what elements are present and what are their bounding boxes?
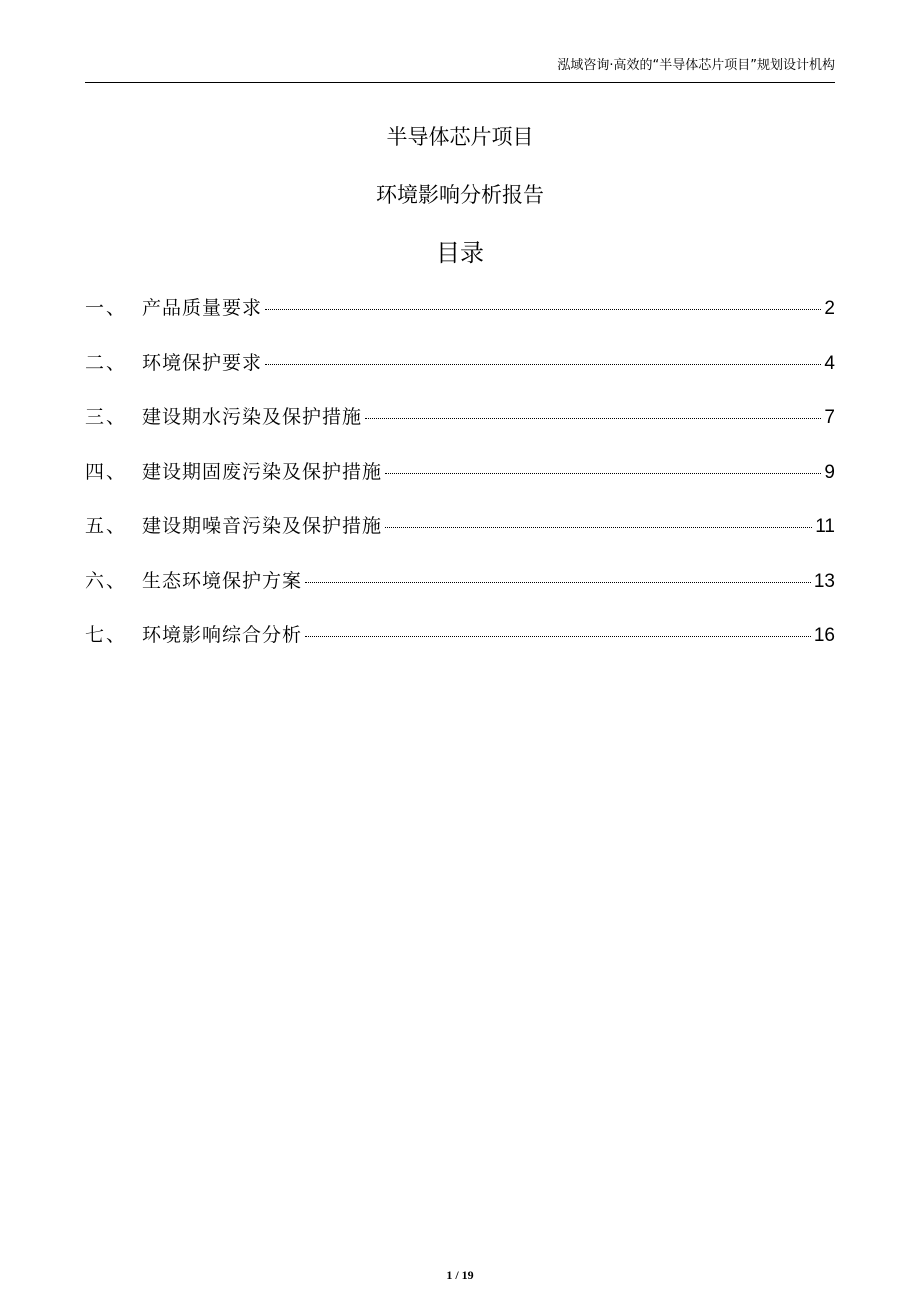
toc-dot-leader (305, 636, 811, 637)
toc-dot-leader (385, 473, 821, 474)
toc-entry-title: 建设期噪音污染及保护措施 (142, 515, 383, 537)
toc-entry-page: 4 (824, 352, 835, 374)
toc-entry-4[interactable] (85, 458, 835, 513)
toc-entry-title: 环境保护要求 (142, 351, 263, 374)
toc-entry-page: 2 (824, 298, 835, 319)
document-title: 半导体芯片项目 (386, 125, 534, 149)
document-subtitle: 环境影响分析报告 (376, 183, 544, 207)
toc-entry-6[interactable] (85, 567, 835, 622)
toc-entry-title: 建设期水污染及保护措施 (142, 406, 363, 428)
header-divider (85, 82, 835, 83)
toc-entry-page: 7 (824, 407, 835, 428)
toc-entry-page: 13 (813, 570, 835, 592)
toc-entry-title: 产品质量要求 (142, 297, 263, 319)
toc-entry-number: 四、 (85, 460, 128, 483)
page-number: 1 / 19 (446, 1268, 474, 1282)
toc-entry-number: 一、 (85, 297, 128, 319)
toc-entry-number: 五、 (85, 515, 128, 537)
toc-entry-1[interactable] (85, 294, 835, 349)
toc-dot-leader (265, 364, 821, 365)
toc-dot-leader (385, 527, 812, 528)
toc-heading: 目录 (436, 239, 484, 267)
toc-entry-number: 六、 (85, 569, 128, 592)
toc-entry-number: 三、 (85, 406, 128, 428)
toc-entry-2[interactable] (85, 349, 835, 404)
toc-entry-page: 11 (815, 516, 835, 537)
running-header: 泓域咨询·高效的“半导体芯片项目”规划设计机构 (557, 58, 835, 73)
toc-entry-title: 环境影响综合分析 (142, 624, 303, 646)
toc-entry-title: 生态环境保护方案 (142, 569, 303, 592)
toc-dot-leader (305, 582, 811, 583)
table-of-contents (85, 294, 835, 676)
toc-dot-leader (265, 309, 821, 310)
toc-dot-leader (365, 418, 821, 419)
toc-entry-title: 建设期固废污染及保护措施 (142, 460, 383, 483)
toc-entry-7[interactable] (85, 621, 835, 676)
toc-entry-number: 二、 (85, 351, 128, 374)
toc-entry-5[interactable] (85, 512, 835, 567)
toc-entry-page: 9 (824, 461, 835, 483)
toc-entry-number: 七、 (85, 624, 128, 646)
toc-entry-3[interactable] (85, 403, 835, 458)
toc-entry-page: 16 (813, 625, 835, 646)
